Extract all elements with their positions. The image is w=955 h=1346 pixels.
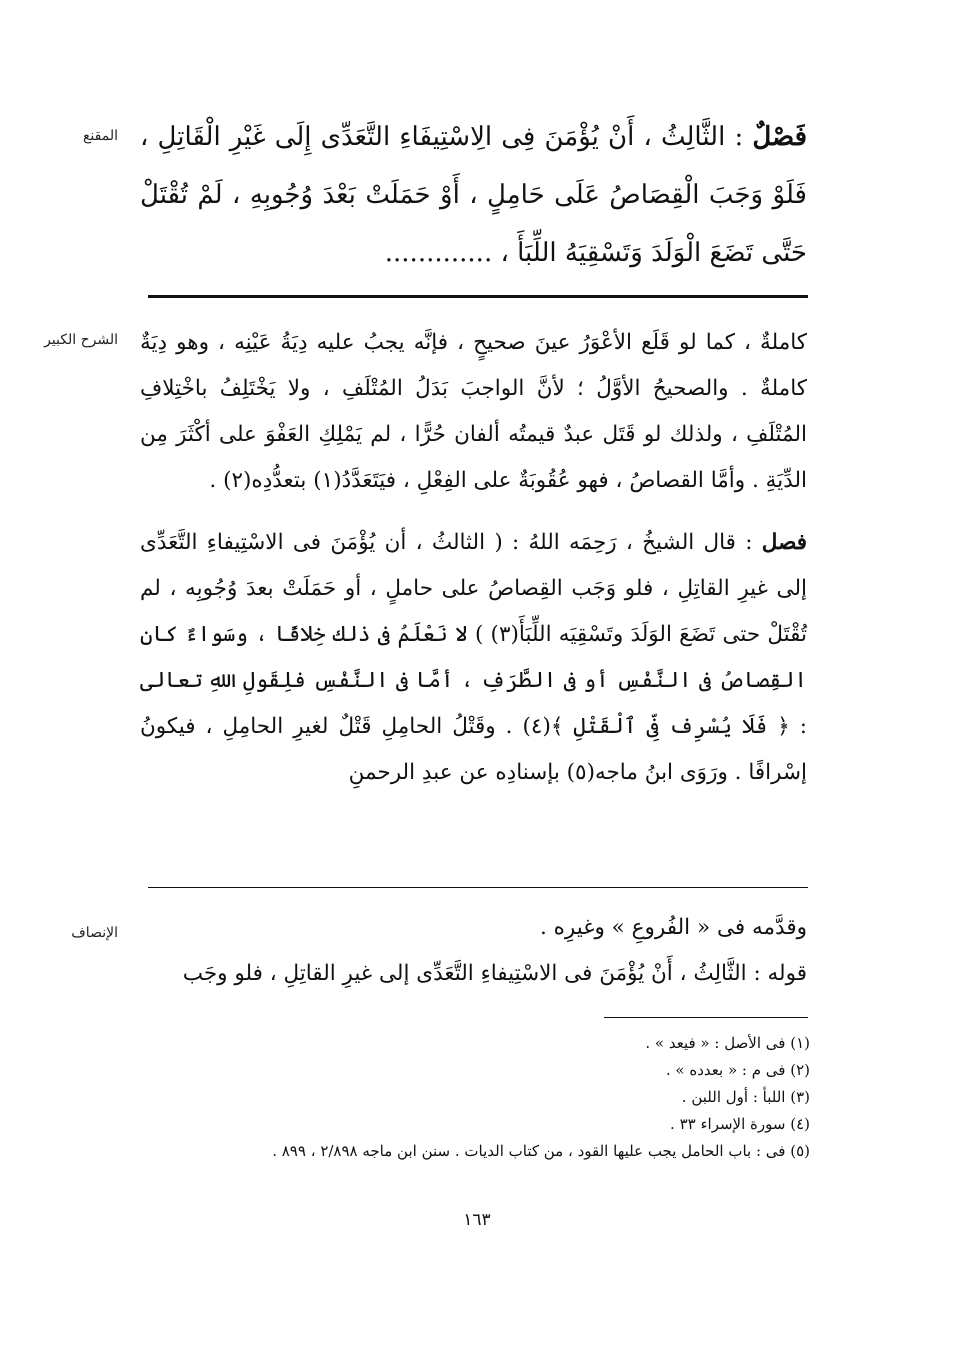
footnote-5: (٥) فى : باب الحامل يجب عليها القود ، من كتاب الديات . سنن ابن ماجه ٢/٨٩٨ ، ٨٩٩ . (272, 1142, 810, 1160)
sharh-text-block (140, 320, 807, 796)
footnote-1: (١) فى الأصل : « فيعد » . (645, 1034, 810, 1052)
footnote-divider (604, 1017, 808, 1018)
label-sharh: الشرح الكبير (44, 332, 118, 348)
footnote-3: (٣) اللبأ : أول اللبن . (681, 1088, 810, 1106)
label-muqni: المقنع (82, 128, 118, 144)
label-insaf: الإنصاف (71, 925, 118, 941)
section-divider-thin (148, 887, 808, 888)
section-divider-thick (148, 295, 808, 298)
footnotes (150, 1030, 810, 1165)
muqni-paragraph (140, 108, 807, 282)
sharh-fasl-heading: فصل (761, 530, 807, 555)
muqni-body: : الثَّالِثُ ، أَنْ يُؤْمَنَ فِى الِاسْتِيفَاءِ التَّعَدِّى إِلَى غَيْرِ الْقَاتِلِ ، فَلَوْ وَجَبَ الْقِصَاصُ عَلَى حَامِلٍ ، أَوْ حَمَلَتْ بَعْدَ وُجُوبِهِ ، لَمْ تُقْتَلْ حَتَّى تَضَعَ الْوَلَدَ وَتَسْقِيَهُ اللِّبَأَ ، ............. (140, 122, 807, 268)
muqni-heading: فَصْلٌ (752, 122, 808, 152)
sharh-paragraph-2-body: : قال الشيخُ ، رَحِمَه اللهُ : ( الثالثُ ، أن يُؤْمَنَ فى الاسْتِيفاءِ التَّعَدِّى إلى غيرِ القاتِلِ ، فلو وَجَب القِصاصُ على حاملٍ ، أو حَمَلَتْ بعدَ وُجُوبِه ، لم تُقْتَلْ حتى تَضَعَ الوَلَدَ وتَسْقِيَه اللِّبَأَ(٣) ) لا نَعْلَمُ فى ذلك خِلافًا ، وسَواءٌ كان القِصاصُ فى النَّفْسِ أو فى الطَّرَفِ ، أمَّا فى النَّفْسِ فلِقَولِ اللهِ تعالى : ﴿ فَلَا يُسْرِف فِّى ٱلْقَتْلِ ﴾(٤) . وقَتْلُ الحامِلِ قَتْلٌ لغيرِ الحامِلِ ، فيكونُ إسْرافًا . ورَوَى ابنُ ماجه(٥) بإسنادِه عن عبدِ الرحمنِ (140, 530, 808, 785)
page-number: ١٦٣ (463, 1210, 491, 1230)
sharh-paragraph-2 (140, 520, 807, 796)
footnote-2: (٢) فى م : « بعدده » . (665, 1061, 810, 1079)
muqni-text-block (140, 108, 807, 282)
footnote-4: (٤) سورة الإسراء ٣٣ . (670, 1115, 810, 1133)
insaf-text-block (140, 905, 807, 997)
insaf-paragraph-2: قوله : الثَّالِثُ ، أَنْ يُؤْمَنَ فى الاسْتِيفاءِ التَّعَدِّى إلى غيرِ القاتِلِ ، فلو وجَب (182, 961, 807, 986)
sharh-paragraph-1: كاملةٌ ، كما لو قَلَع الأعْوَرُ عينَ صحيحٍ ، فإنَّه يجبُ عليه دِيَةُ عَيْنِه ، وهو دِيَةٌ كاملةٌ . والصحيحُ الأوَّلُ ؛ لأنَّ الواجبَ بَدَلُ المُتْلَفِ ، ولا يَخْتَلِفُ باخْتِلافِ المُتْلَفِ ، ولذلك لو قَتَل عبدٌ قيمتُه ألفان حُرًّا ، لم يَمْلِكِ العَفْوَ على أكْثَرَ مِن الدِّيَةِ . وأمَّا القصاصُ ، فهو عُقُوبَةٌ على الفِعْلِ ، فيَتَعَدَّدُ(١) بتعدُّدِه(٢) . (140, 330, 807, 493)
insaf-paragraph-1: وقدَّمه فى « الفُروعِ » وغيرِه . (539, 915, 807, 940)
